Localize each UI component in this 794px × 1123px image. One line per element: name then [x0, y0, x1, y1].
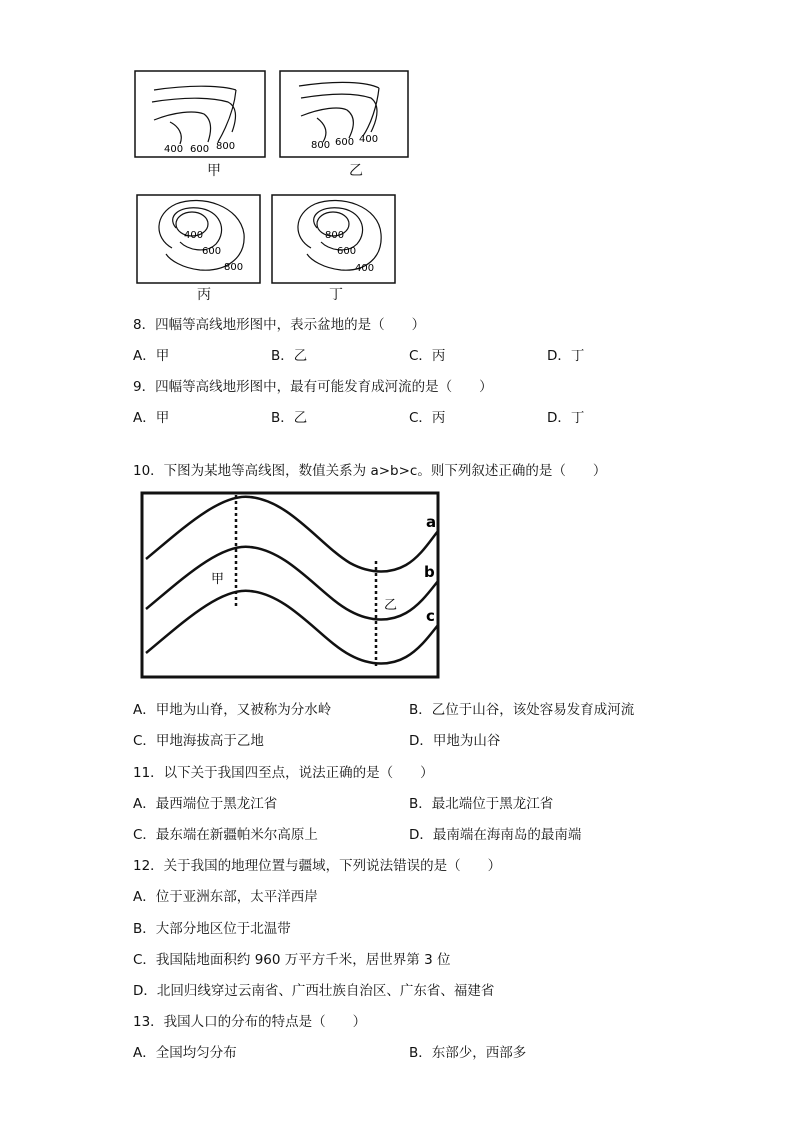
question-12-option-a[interactable]: A．位于亚洲东部，太平洋西岸	[133, 889, 318, 905]
label-600: 600	[190, 144, 210, 155]
point-yi-label: 乙	[384, 598, 398, 613]
question-9-option-a[interactable]: A．甲	[133, 410, 170, 426]
question-12-stem: 12．关于我国的地理位置与疆域，下列说法错误的是（ ）	[133, 858, 502, 874]
figure-jia	[134, 70, 266, 162]
contour-map-ding	[271, 194, 397, 286]
question-10-option-a[interactable]: A．甲地为山脊，又被称为分水岭	[133, 702, 332, 718]
question-13-stem: 13．我国人口的分布的特点是（ ）	[133, 1014, 367, 1030]
question-9-option-c[interactable]: C．丙	[409, 410, 446, 426]
figure-ding	[271, 194, 397, 286]
contour-map-abc	[140, 491, 446, 681]
question-8-option-c[interactable]: C．丙	[409, 348, 446, 364]
label-600: 600	[202, 246, 222, 257]
question-9-option-d[interactable]: D．丁	[547, 410, 585, 426]
label-400: 400	[359, 134, 379, 145]
question-9-stem: 9．四幅等高线地形图中，最有可能发育成河流的是（ ）	[133, 379, 493, 395]
label-600: 600	[335, 137, 355, 148]
question-11-option-a[interactable]: A．最西端位于黑龙江省	[133, 796, 278, 812]
question-10-stem: 10．下图为某地等高线图，数值关系为 a>b>c。则下列叙述正确的是（ ）	[133, 463, 607, 479]
contour-map-bing	[136, 194, 262, 286]
label-800: 800	[325, 230, 345, 241]
question-10-option-b[interactable]: B．乙位于山谷，该处容易发育成河流	[409, 702, 635, 718]
label-400: 400	[184, 230, 204, 241]
question-11-option-c[interactable]: C．最东端在新疆帕米尔高原上	[133, 827, 318, 843]
label-800: 800	[224, 262, 244, 273]
question-12-option-d[interactable]: D．北回归线穿过云南省、广西壮族自治区、广东省、福建省	[133, 983, 495, 999]
figure-bing	[136, 194, 262, 286]
figure-yi	[279, 70, 411, 162]
question-12-option-c[interactable]: C．我国陆地面积约 960 万平方千米，居世界第 3 位	[133, 952, 451, 968]
question-12-option-b[interactable]: B．大部分地区位于北温带	[133, 921, 291, 937]
label-400: 400	[355, 263, 375, 274]
caption-ding: 丁	[329, 287, 343, 303]
question-8-option-d[interactable]: D．丁	[547, 348, 585, 364]
question-13-option-b[interactable]: B．东部少，西部多	[409, 1045, 527, 1061]
caption-bing: 丙	[197, 287, 211, 303]
question-11-option-b[interactable]: B．最北端位于黑龙江省	[409, 796, 554, 812]
question-10-option-c[interactable]: C．甲地海拔高于乙地	[133, 733, 264, 749]
line-c-label: c	[426, 607, 435, 625]
label-600: 600	[337, 246, 357, 257]
contour-map-jia	[134, 70, 266, 162]
question-8-option-b[interactable]: B．乙	[271, 348, 308, 364]
question-9-option-b[interactable]: B．乙	[271, 410, 308, 426]
question-10-option-d[interactable]: D．甲地为山谷	[409, 733, 501, 749]
figure-contour-abc	[140, 491, 446, 681]
caption-jia: 甲	[207, 163, 221, 179]
point-jia-label: 甲	[211, 572, 225, 587]
question-13-option-a[interactable]: A．全国均匀分布	[133, 1045, 237, 1061]
line-a-label: a	[426, 513, 437, 531]
question-8-stem: 8．四幅等高线地形图中，表示盆地的是（ ）	[133, 317, 426, 333]
question-8-option-a[interactable]: A．甲	[133, 348, 170, 364]
label-400: 400	[164, 144, 184, 155]
question-11-stem: 11．以下关于我国四至点，说法正确的是（ ）	[133, 765, 434, 781]
label-800: 800	[311, 140, 331, 151]
question-11-option-d[interactable]: D．最南端在海南岛的最南端	[409, 827, 582, 843]
caption-yi: 乙	[349, 163, 363, 179]
line-b-label: b	[424, 563, 435, 581]
contour-map-yi	[279, 70, 411, 162]
label-800: 800	[216, 141, 236, 152]
